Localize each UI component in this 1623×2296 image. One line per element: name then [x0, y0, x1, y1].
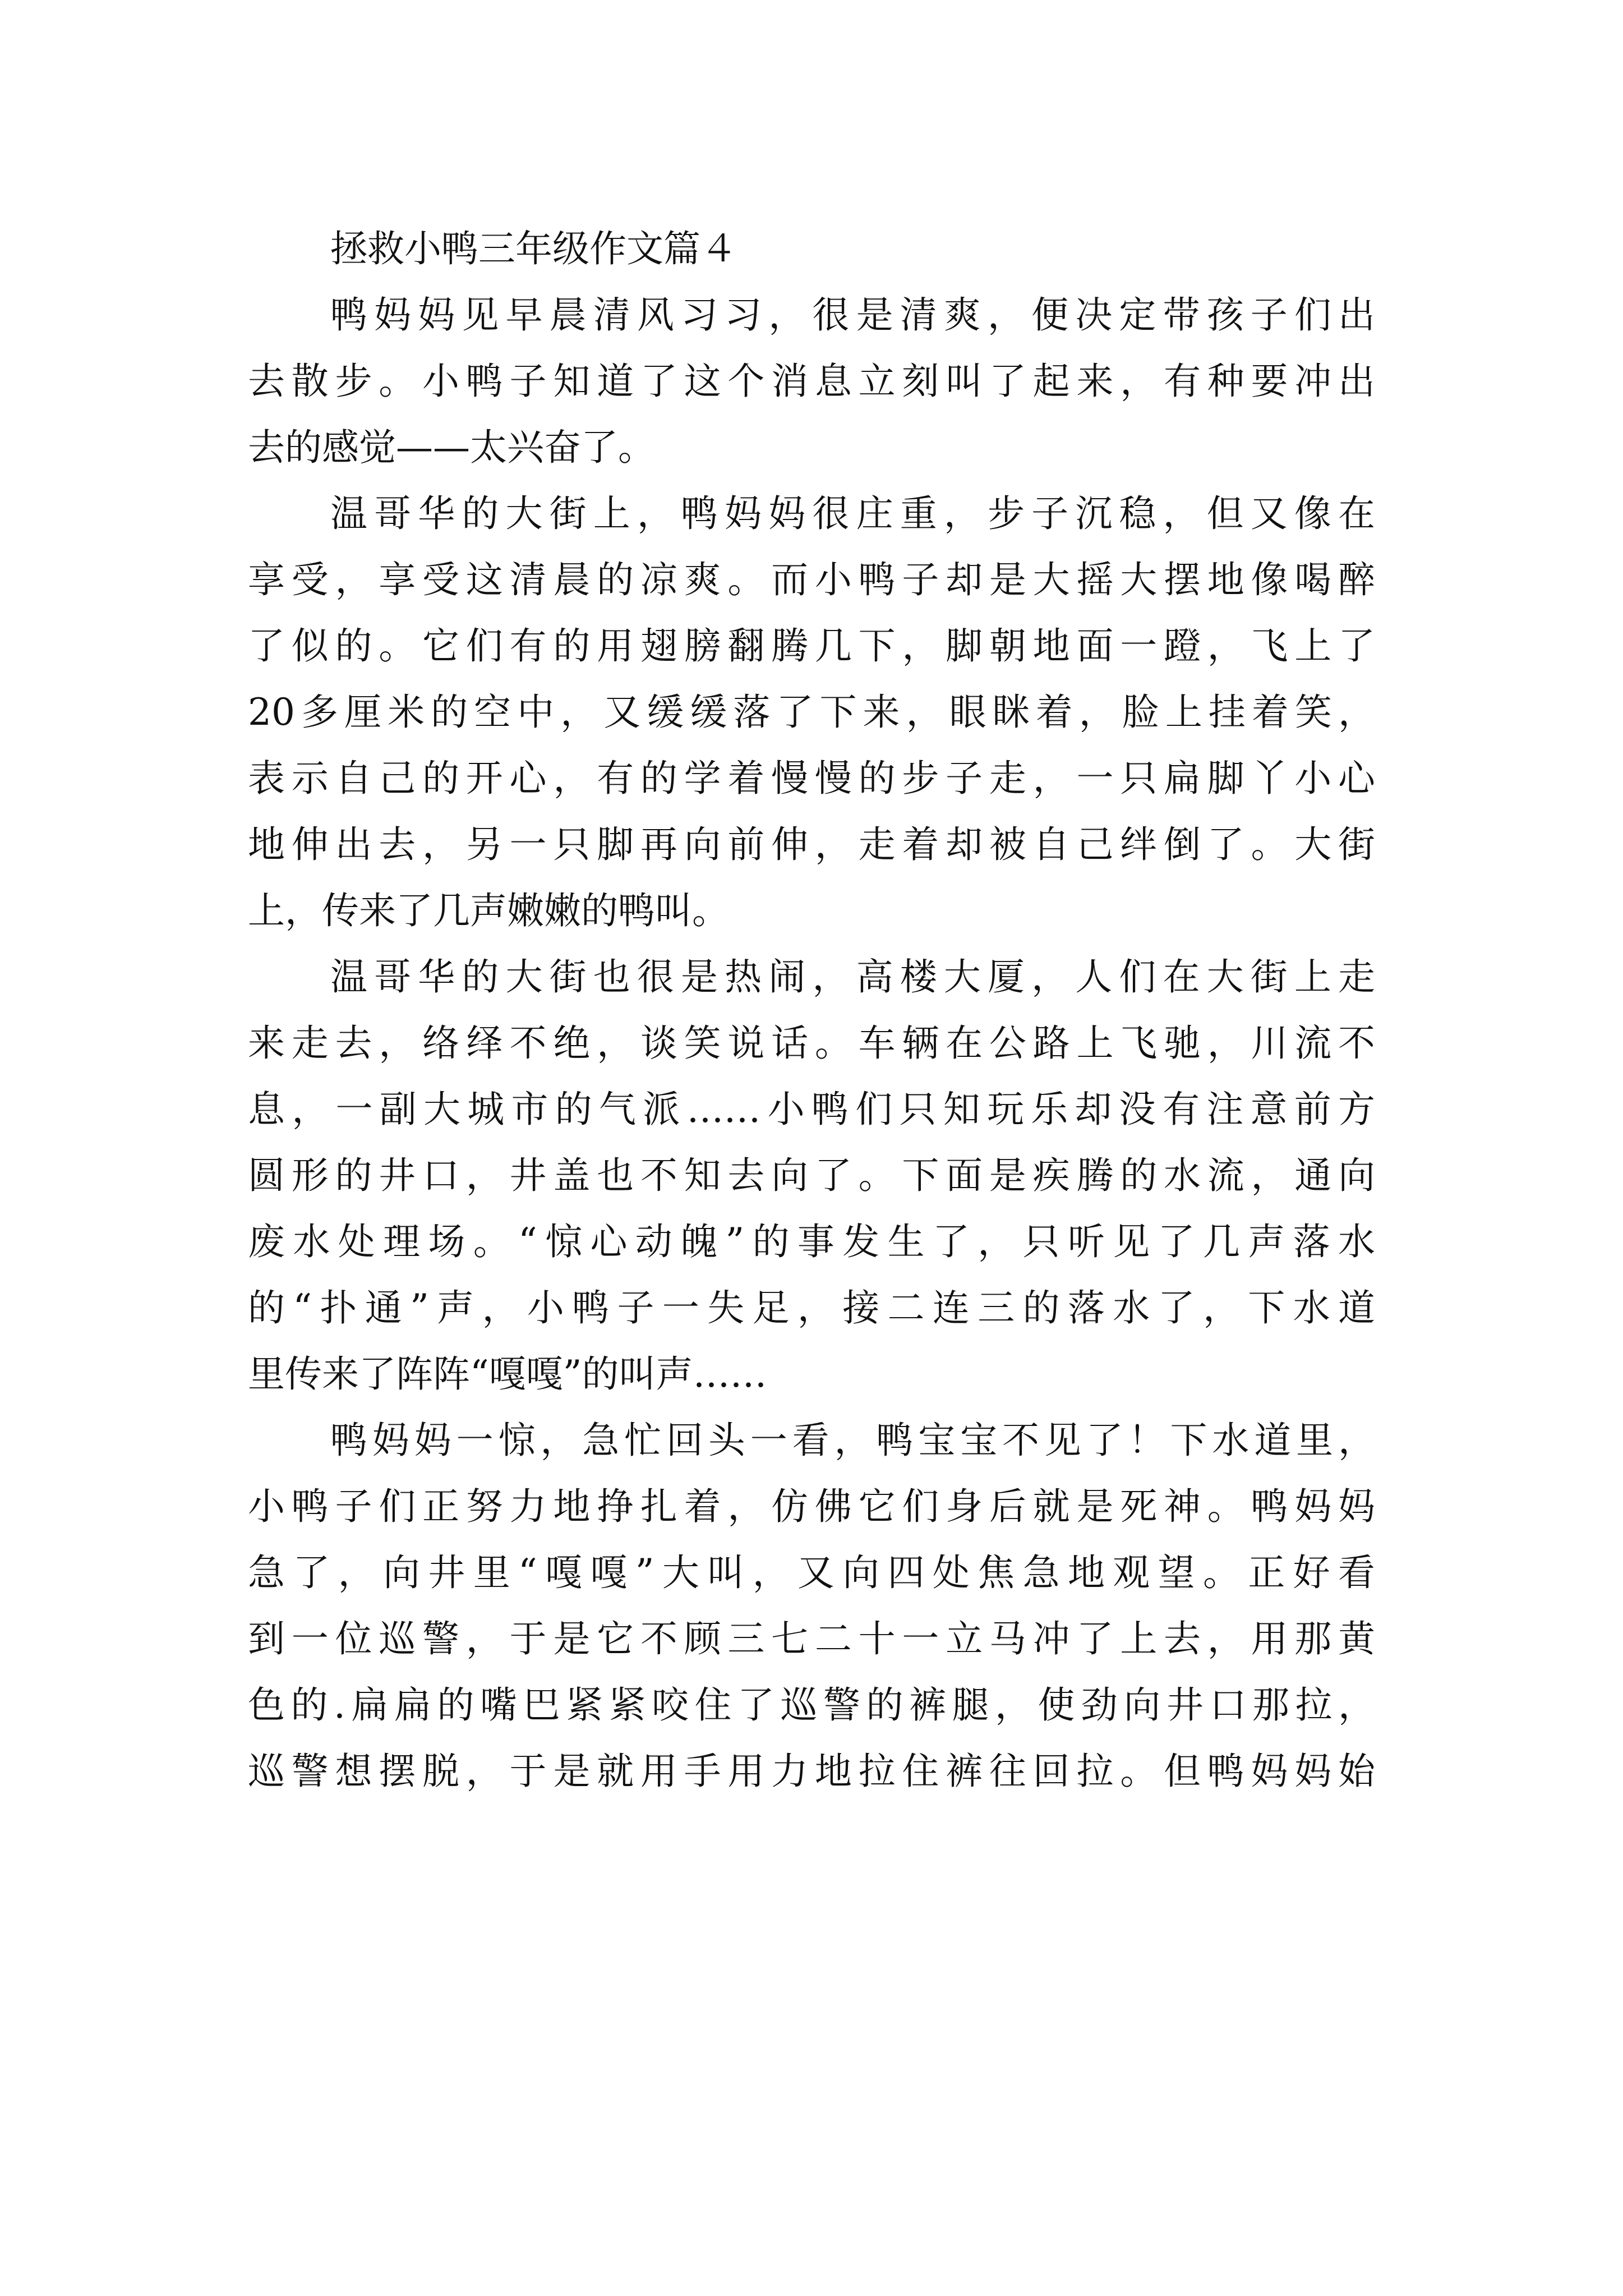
- text-line: 温哥华的大街上，鸭妈妈很庄重，步子沉稳，但又像在: [330, 492, 1375, 535]
- text-line: 表示自己的开心，有的学着慢慢的步子走，一只扁脚丫小心: [248, 757, 1375, 800]
- text-line: 巡警想摆脱，于是就用手用力地拉住裤往回拉。但鸭妈妈始: [248, 1750, 1375, 1793]
- text-line: 了似的。它们有的用翅膀翻腾几下，脚朝地面一蹬，飞上了: [248, 624, 1375, 668]
- text-line: 色的.扁扁的嘴巴紧紧咬住了巡警的裤腿，使劲向井口那拉，: [248, 1683, 1375, 1727]
- paragraph: [248, 481, 1375, 944]
- text-line: 享受，享受这清晨的凉爽。而小鸭子却是大摇大摆地像喝醉: [248, 558, 1375, 601]
- text-line: 圆形的井口，井盖也不知去向了。下面是疾腾的水流，通向: [248, 1154, 1375, 1197]
- text-line: 温哥华的大街也很是热闹，高楼大厦，人们在大街上走: [330, 955, 1375, 999]
- text-line: 鸭妈妈一惊，急忙回头一看，鸭宝宝不见了！下水道里，: [330, 1419, 1375, 1462]
- text-line: 地伸出去，另一只脚再向前伸，走着却被自己绊倒了。大街: [248, 823, 1375, 866]
- text-line: 20多厘米的空中，又缓缓落了下来，眼眯着，脸上挂着笑，: [248, 691, 1375, 734]
- text-line: 来走去，络绎不绝，谈笑说话。车辆在公路上飞驰，川流不: [248, 1022, 1375, 1065]
- paragraph: [248, 1407, 1375, 1805]
- paragraph: [248, 282, 1375, 481]
- text-line: 去散步。小鸭子知道了这个消息立刻叫了起来，有种要冲出: [248, 360, 1375, 403]
- text-line: 鸭妈妈见早晨清风习习，很是清爽，便决定带孩子们出: [330, 293, 1375, 337]
- text-line: 小鸭子们正努力地挣扎着，仿佛它们身后就是死神。鸭妈妈: [248, 1485, 1375, 1528]
- text-line: 废水处理场。“惊心动魄”的事发生了，只听见了几声落水: [248, 1220, 1375, 1263]
- text-line: 里传来了阵阵“嘎嘎”的叫声……: [248, 1352, 767, 1396]
- text-line: 上，传来了几声嫩嫩的鸭叫。: [248, 889, 729, 932]
- text-line: 息，一副大城市的气派……小鸭们只知玩乐却没有注意前方: [248, 1088, 1375, 1131]
- document-body: [248, 216, 1375, 1805]
- document-title: 拯救小鸭三年级作文篇４: [330, 227, 737, 270]
- text-line: 的“扑通”声，小鸭子一失足，接二连三的落水了，下水道: [248, 1286, 1375, 1329]
- text-line: 到一位巡警，于是它不顾三七二十一立马冲了上去，用那黄: [248, 1617, 1375, 1660]
- text-line: 急了，向井里“嘎嘎”大叫，又向四处焦急地观望。正好看: [248, 1551, 1375, 1594]
- text-line: 去的感觉——太兴奋了。: [248, 426, 655, 469]
- paragraph: [248, 944, 1375, 1407]
